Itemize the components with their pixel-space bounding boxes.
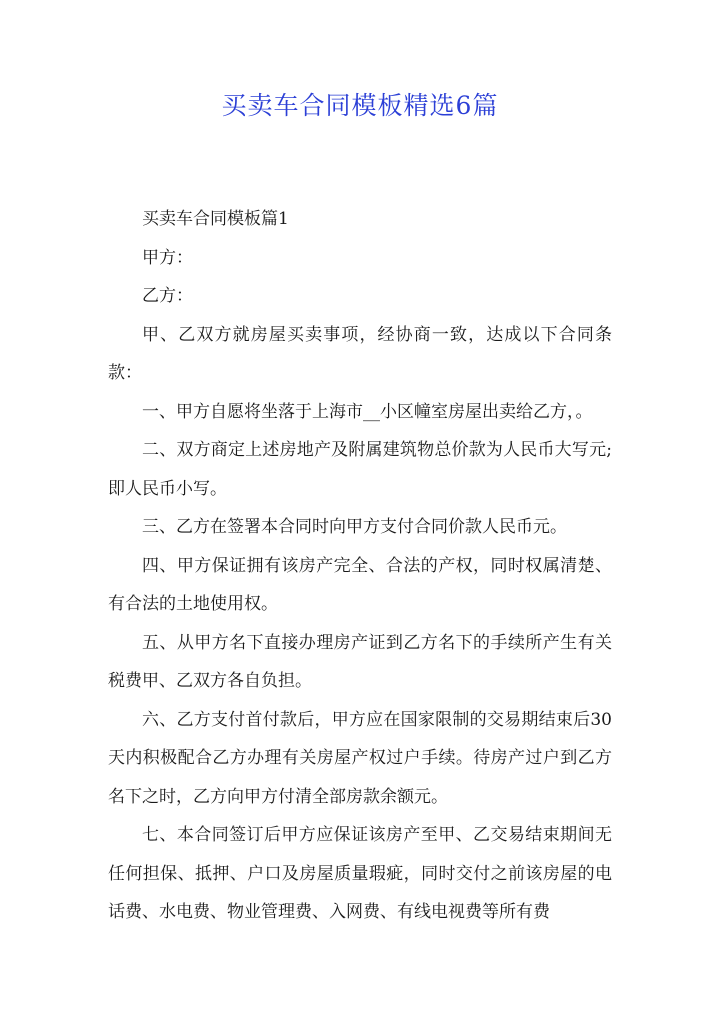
- paragraph-intro: 甲、乙双方就房屋买卖事项，经协商一致，达成以下合同条款：: [108, 324, 612, 383]
- paragraph-clause-4: 四、甲方保证拥有该房产完全、合法的产权，同时权属清楚、有合法的土地使用权。: [108, 555, 612, 614]
- paragraph-clause-1: 一、甲方自愿将坐落于上海市__小区幢室房屋出卖给乙方，。: [142, 401, 593, 422]
- paragraph-party-b: 乙方：: [142, 286, 193, 306]
- paragraph-clause-5: 五、从甲方名下直接办理房产证到乙方名下的手续所产生有关税费甲、乙双方各自负担。: [108, 632, 612, 691]
- paragraph-clause-3: 三、乙方在签署本合同时向甲方支付合同价款人民币元。: [142, 517, 567, 537]
- paragraph-heading: 买卖车合同模板篇1: [142, 209, 289, 229]
- paragraph-clause-7: 七、本合同签订后甲方应保证该房产至甲、乙交易结束期间无任何担保、抵押、户口及房屋质量瑕疵，同时交付之前该房屋的电话费、水电费、物业管理费、入网费、有线电视费等所有费: [108, 825, 612, 922]
- document-title: 买卖车合同模板精选6篇: [221, 91, 499, 120]
- document-body: [108, 200, 612, 932]
- paragraph-party-a: 甲方：: [142, 247, 193, 268]
- paragraph-clause-2: 二、双方商定上述房地产及附属建筑物总价款为人民币大写元;即人民币小写。: [108, 440, 612, 499]
- paragraph-clause-6: 六、乙方支付首付款后，甲方应在国家限制的交易期结束后30天内积极配合乙方办理有关房屋产权过户手续。待房产过户到乙方名下之时，乙方向甲方付清全部房款余额元。: [108, 709, 612, 807]
